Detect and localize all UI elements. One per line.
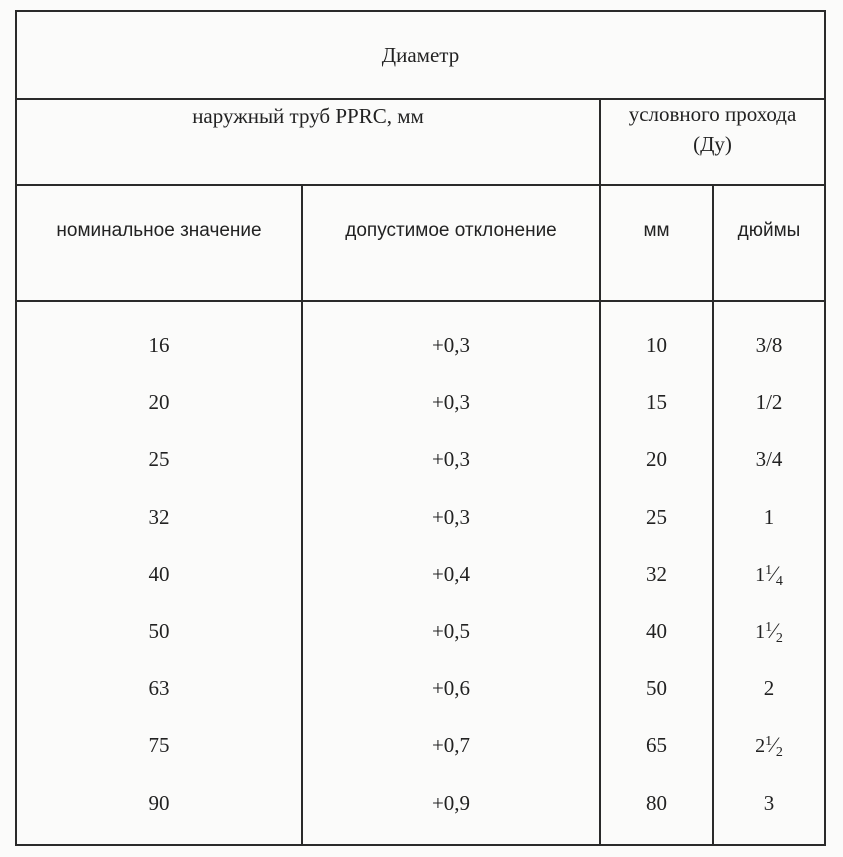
nominal-value-cell: 20 xyxy=(148,390,170,414)
divider-under-group-headers xyxy=(15,184,826,186)
bore-mm-cell: 80 xyxy=(646,791,667,815)
tolerance-cell: +0,4 xyxy=(431,562,471,586)
nominal-value-cell: 75 xyxy=(148,733,170,757)
nominal-value-cell: 90 xyxy=(148,791,170,815)
fraction-numerator: 1 xyxy=(765,620,773,635)
tolerance-cell: +0,3 xyxy=(431,447,471,471)
bore-inch-cell xyxy=(713,562,825,590)
bore-inch-cell: 3/8 xyxy=(755,333,783,357)
bore-inch-cell: 3/4 xyxy=(755,447,783,471)
table-border-top xyxy=(15,10,826,12)
fraction-slash: ⁄ xyxy=(772,561,776,586)
nominal-value-cell: 50 xyxy=(148,619,170,643)
fraction-whole: 2 xyxy=(755,735,766,757)
tolerance-cell: +0,3 xyxy=(431,505,471,529)
nominal-value-cell: 32 xyxy=(148,505,170,529)
fraction-denominator: 2 xyxy=(775,745,783,760)
bore-inch-cell: 2 xyxy=(763,676,775,700)
nominal-value-header: номинальное значение xyxy=(56,220,262,241)
bore-mm-cell: 25 xyxy=(646,505,667,529)
bore-inch-cell xyxy=(713,733,825,761)
nominal-value-cell: 63 xyxy=(148,676,170,700)
nominal-bore-header-line2: (Ду) xyxy=(693,132,732,156)
bore-mm-cell: 50 xyxy=(646,676,667,700)
tolerance-cell: +0,5 xyxy=(431,619,471,643)
tolerance-cell: +0,3 xyxy=(431,333,471,357)
bore-mm-cell: 65 xyxy=(646,733,667,757)
outer-pipe-header: наружный труб PPRC, мм xyxy=(192,104,424,128)
tolerance-header: допустимое отклонение xyxy=(345,220,557,241)
nominal-value-cell: 25 xyxy=(148,447,170,471)
fraction-whole: 1 xyxy=(755,621,766,643)
bore-inch-cell xyxy=(713,619,825,647)
bore-inch-cell: 1/2 xyxy=(755,390,783,414)
nominal-bore-header-line1: условного прохода xyxy=(628,102,797,126)
mm-header: мм xyxy=(643,220,670,241)
table-border-bottom xyxy=(15,844,826,846)
bore-inch-cell: 1 xyxy=(763,505,775,529)
nominal-value-cell: 40 xyxy=(148,562,170,586)
tolerance-cell: +0,7 xyxy=(431,733,471,757)
bore-inch-cell: 3 xyxy=(763,791,775,815)
fraction-slash: ⁄ xyxy=(772,732,776,757)
fraction-slash: ⁄ xyxy=(772,618,776,643)
bore-mm-cell: 40 xyxy=(646,619,667,643)
inches-header: дюймы xyxy=(737,220,801,241)
bore-mm-cell: 20 xyxy=(646,447,667,471)
fraction-denominator: 2 xyxy=(775,631,783,646)
nominal-value-cell: 16 xyxy=(148,333,170,357)
tolerance-cell: +0,3 xyxy=(431,390,471,414)
fraction-numerator: 1 xyxy=(765,734,773,749)
diameter-header: Диаметр xyxy=(381,43,460,67)
tolerance-cell: +0,9 xyxy=(431,791,471,815)
fraction-whole: 1 xyxy=(755,564,766,586)
divider-under-diameter xyxy=(15,98,826,100)
bore-mm-cell: 10 xyxy=(646,333,667,357)
fraction-numerator: 1 xyxy=(765,563,773,578)
table-border-left xyxy=(15,10,17,846)
bore-mm-cell: 15 xyxy=(646,390,667,414)
fraction-denominator: 4 xyxy=(775,574,783,589)
divider-under-column-headers xyxy=(15,300,826,302)
tolerance-cell: +0,6 xyxy=(431,676,471,700)
bore-mm-cell: 32 xyxy=(646,562,667,586)
